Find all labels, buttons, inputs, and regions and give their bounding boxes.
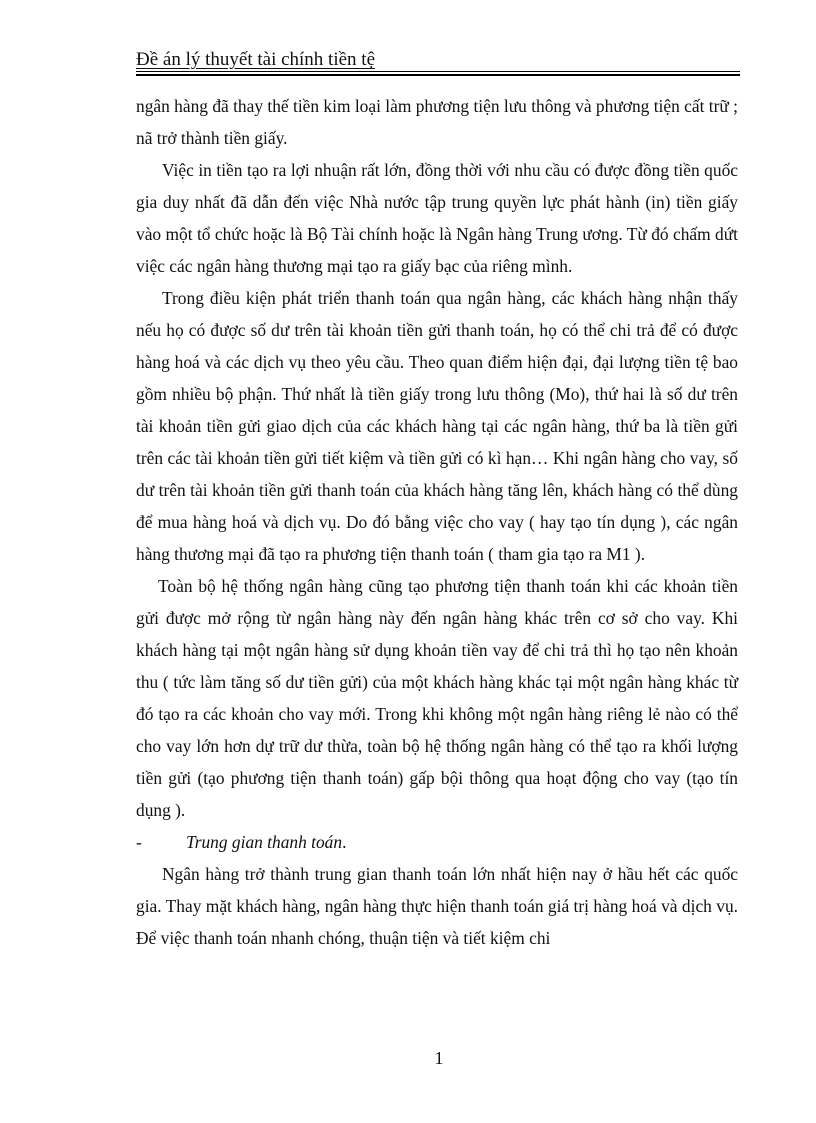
paragraph-continued: ngân hàng đã thay thế tiền kim loại làm phương tiện lưu thông và phương tiện cất trữ ; nã trở thành tiền giấy. (136, 96, 738, 148)
paragraph-bank-payments: Trong điều kiện phát triển thanh toán qua ngân hàng, các khách hàng nhận thấy nếu họ có được số dư trên tài khoản tiền gửi thanh toán, họ có thể chi trả để có được hàng hoá và các dịch vụ theo yêu cầu. Theo quan điểm hiện đại, đại lượng tiền tệ bao gồm nhiều bộ phận. Thứ nhất là tiền giấy trong lưu thông (Mo), thứ hai là số dư trên tài khoản tiền gửi giao dịch của các khách hàng tại các ngân hàng, thứ ba là tiền gửi trên các tài khoản tiền gửi tiết kiệm và tiền gửi có kì hạn… Khi ngân hàng cho vay, số dư trên tài khoản tiền gửi thanh toán của khách hàng tăng lên, khách hàng có thể dùng để mua hàng hoá và dịch vụ. Do đó bằng việc cho vay ( hay tạo tín dụng ), các ngân hàng thương mại đã tạo ra phương tiện thanh toán ( tham gia tạo ra M1 ). (136, 288, 738, 564)
header-rule-thin (136, 71, 740, 72)
page-header (136, 48, 740, 74)
bullet-payment-intermediary (136, 826, 738, 858)
paragraph-payment-intermediary: Ngân hàng trở thành trung gian thanh toán lớn nhất hiện nay ở hầu hết các quốc gia. Thay mặt khách hàng, ngân hàng thực hiện thanh toán giá trị hàng hoá và dịch vụ. Để việc thanh toán nhanh chóng, thuận tiện và tiết kiệm chi (136, 864, 738, 948)
header-rule-thick (136, 74, 740, 76)
paragraph-printing-money: Việc in tiền tạo ra lợi nhuận rất lớn, đồng thời với nhu cầu có được đồng tiền quốc gia duy nhất đã dẫn đến việc Nhà nước tập trung quyền lực phát hành (in) tiền giấy vào một tổ chức hoặc là Bộ Tài chính hoặc là Ngân hàng Trung ương. Từ đó chấm dứt việc các ngân hàng thương mại tạo ra giấy bạc của riêng mình. (136, 160, 738, 276)
header-title: Đề án lý thuyết tài chính tiền tệ (136, 49, 376, 70)
bullet-marker: - (136, 832, 142, 852)
paragraph-banking-system: Toàn bộ hệ thống ngân hàng cũng tạo phương tiện thanh toán khi các khoản tiền gửi được mở rộng từ ngân hàng này đến ngân hàng khác trên cơ sở cho vay. Khi khách hàng tại một ngân hàng sử dụng khoản tiền vay để chi trả thì họ tạo nên khoản thu ( tức làm tăng số dư tiền gửi) của một khách hàng khác tại một ngân hàng khác từ đó tạo ra các khoản cho vay mới. Trong khi không một ngân hàng riêng lẻ nào có thể cho vay lớn hơn dự trữ dư thừa, toàn bộ hệ thống ngân hàng có thể tạo ra khối lượng tiền gửi (tạo phương tiện thanh toán) gấp bội thông qua hoạt động cho vay (tạo tín dụng ). (136, 576, 738, 820)
page-number: 1 (434, 1048, 444, 1068)
document-body (136, 90, 738, 954)
bullet-heading: Trung gian thanh toán (186, 832, 343, 852)
bullet-suffix: . (342, 832, 347, 852)
